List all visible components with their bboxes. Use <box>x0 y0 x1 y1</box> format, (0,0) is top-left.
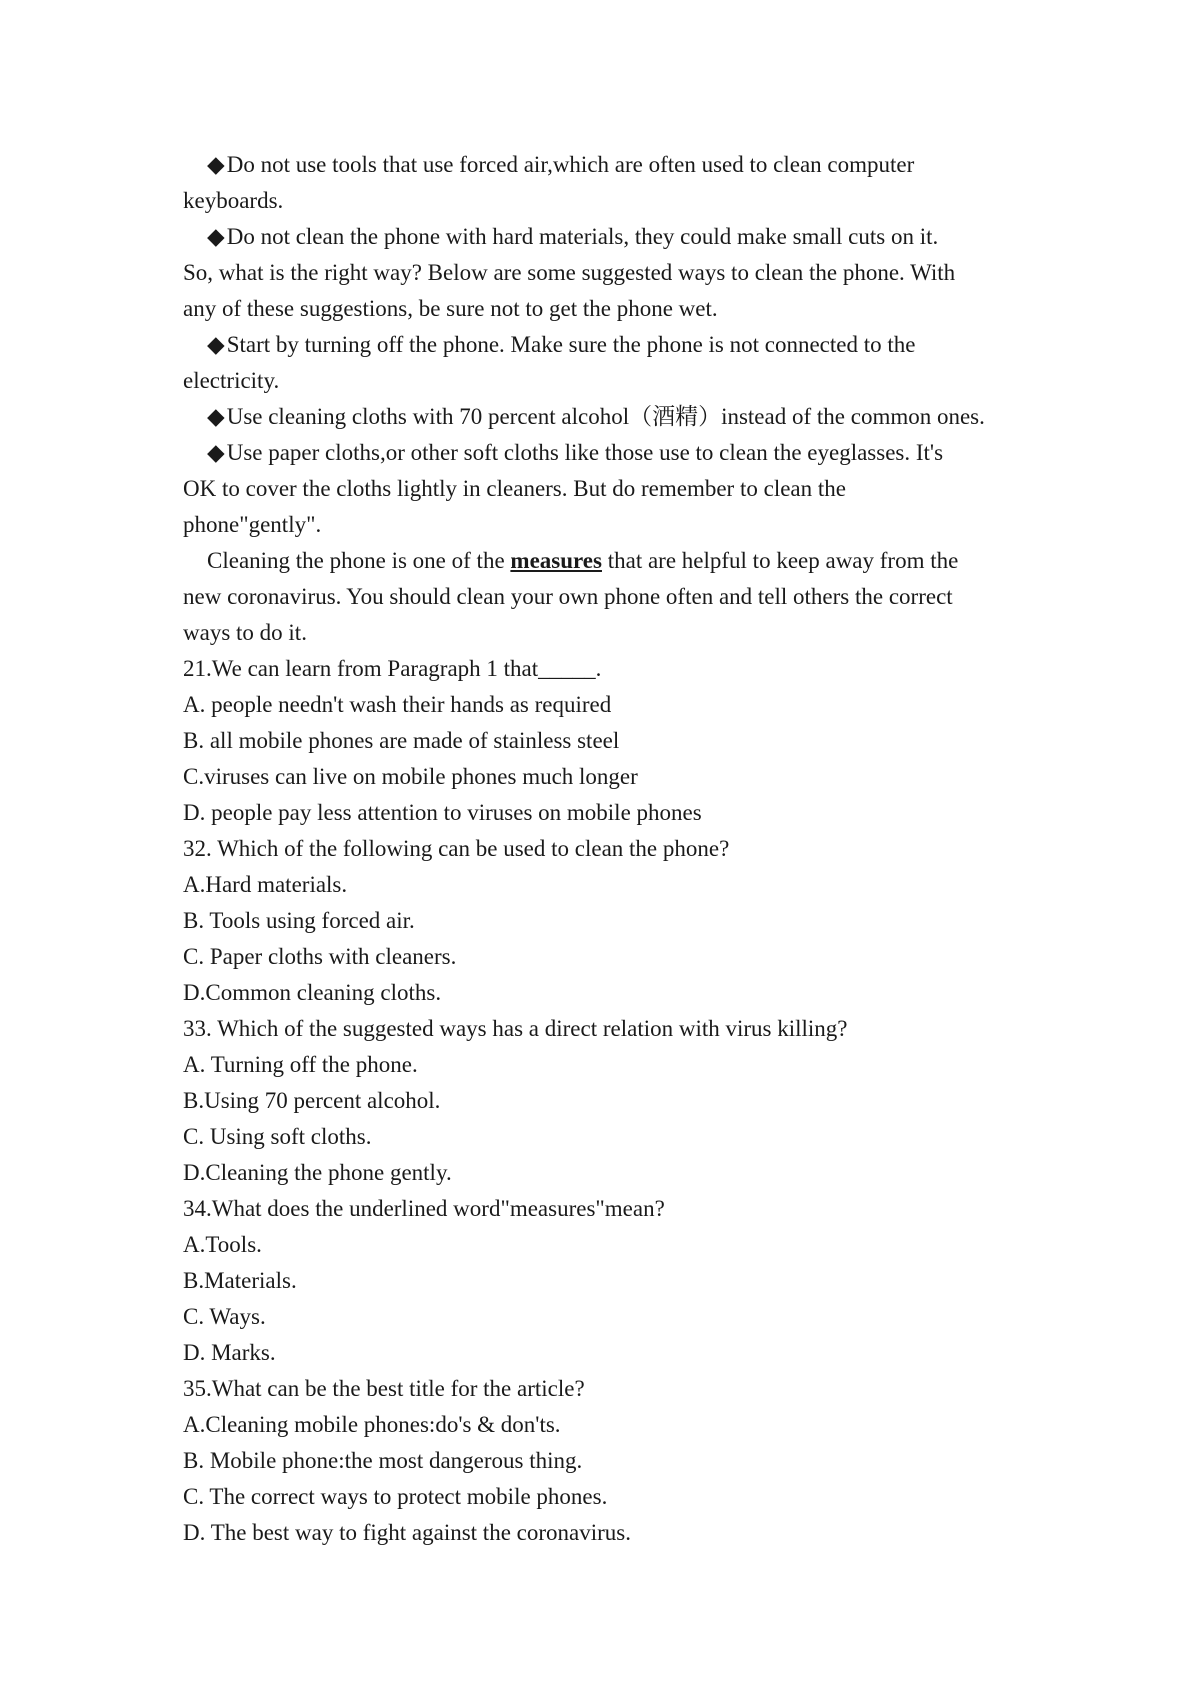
answer-option: D. people pay less attention to viruses on mobile phones <box>183 800 702 825</box>
answer-option: A. Turning off the phone. <box>183 1052 418 1077</box>
passage-line: phone"gently". <box>183 512 322 537</box>
bullet-paragraph <box>207 438 943 468</box>
answer-option: A.Hard materials. <box>183 872 348 897</box>
passage-line: Do not clean the phone with hard materials, they could make small cuts on it. <box>226 224 939 249</box>
diamond-bullet-icon: ◆ <box>207 440 225 465</box>
passage-line: electricity. <box>183 368 280 393</box>
answer-option: B.Using 70 percent alcohol. <box>183 1088 441 1113</box>
bullet-paragraph <box>207 330 915 360</box>
question-stem: 21.We can learn from Paragraph 1 that_____. <box>183 656 602 681</box>
diamond-bullet-icon: ◆ <box>207 152 225 177</box>
passage-line: Do not use tools that use forced air,which are often used to clean computer <box>226 152 915 177</box>
answer-option: D. Marks. <box>183 1340 276 1365</box>
question-stem: 35.What can be the best title for the article? <box>183 1376 585 1401</box>
question-stem: 32. Which of the following can be used to clean the phone? <box>183 836 730 861</box>
answer-option: A. people needn't wash their hands as required <box>183 692 612 717</box>
bullet-paragraph <box>207 222 938 252</box>
answer-option: B. Tools using forced air. <box>183 908 415 933</box>
passage-line: keyboards. <box>183 188 284 213</box>
answer-option: B. all mobile phones are made of stainless steel <box>183 728 620 753</box>
answer-option: C.viruses can live on mobile phones much longer <box>183 764 638 789</box>
bullet-paragraph <box>207 402 985 432</box>
passage-line: OK to cover the cloths lightly in cleaners. But do remember to clean the <box>183 476 846 501</box>
question-stem: 33. Which of the suggested ways has a direct relation with virus killing? <box>183 1016 848 1041</box>
bullet-paragraph <box>207 150 914 180</box>
answer-option: D. The best way to fight against the coronavirus. <box>183 1520 631 1545</box>
passage-line: new coronavirus. You should clean your own phone often and tell others the correct <box>183 584 953 609</box>
diamond-bullet-icon: ◆ <box>207 332 225 357</box>
answer-option: B.Materials. <box>183 1268 297 1293</box>
passage-line: any of these suggestions, be sure not to get the phone wet. <box>183 296 718 321</box>
passage-line: Use paper cloths,or other soft cloths like those use to clean the eyeglasses. It's <box>226 440 944 465</box>
passage-line: Start by turning off the phone. Make sure the phone is not connected to the <box>226 332 916 357</box>
answer-option: C. Paper cloths with cleaners. <box>183 944 457 969</box>
underlined-keyword: measures <box>510 548 602 573</box>
answer-option: B. Mobile phone:the most dangerous thing. <box>183 1448 583 1473</box>
answer-option: C. Ways. <box>183 1304 266 1329</box>
closing-paragraph <box>207 546 958 576</box>
passage-text: Cleaning the phone is one of the <box>207 548 511 573</box>
passage-line: So, what is the right way? Below are some suggested ways to clean the phone. With <box>183 260 956 285</box>
diamond-bullet-icon: ◆ <box>207 224 225 249</box>
answer-option: D.Common cleaning cloths. <box>183 980 442 1005</box>
answer-option: A.Tools. <box>183 1232 262 1257</box>
passage-text: that are helpful to keep away from the <box>601 548 959 573</box>
answer-option: C. The correct ways to protect mobile phones. <box>183 1484 608 1509</box>
passage-line: Use cleaning cloths with 70 percent alcohol（酒精）instead of the common ones. <box>226 404 985 429</box>
question-stem: 34.What does the underlined word"measures"mean? <box>183 1196 665 1221</box>
passage-line: ways to do it. <box>183 620 307 645</box>
answer-option: D.Cleaning the phone gently. <box>183 1160 452 1185</box>
answer-option: A.Cleaning mobile phones:do's & don'ts. <box>183 1412 561 1437</box>
diamond-bullet-icon: ◆ <box>207 404 225 429</box>
answer-option: C. Using soft cloths. <box>183 1124 372 1149</box>
